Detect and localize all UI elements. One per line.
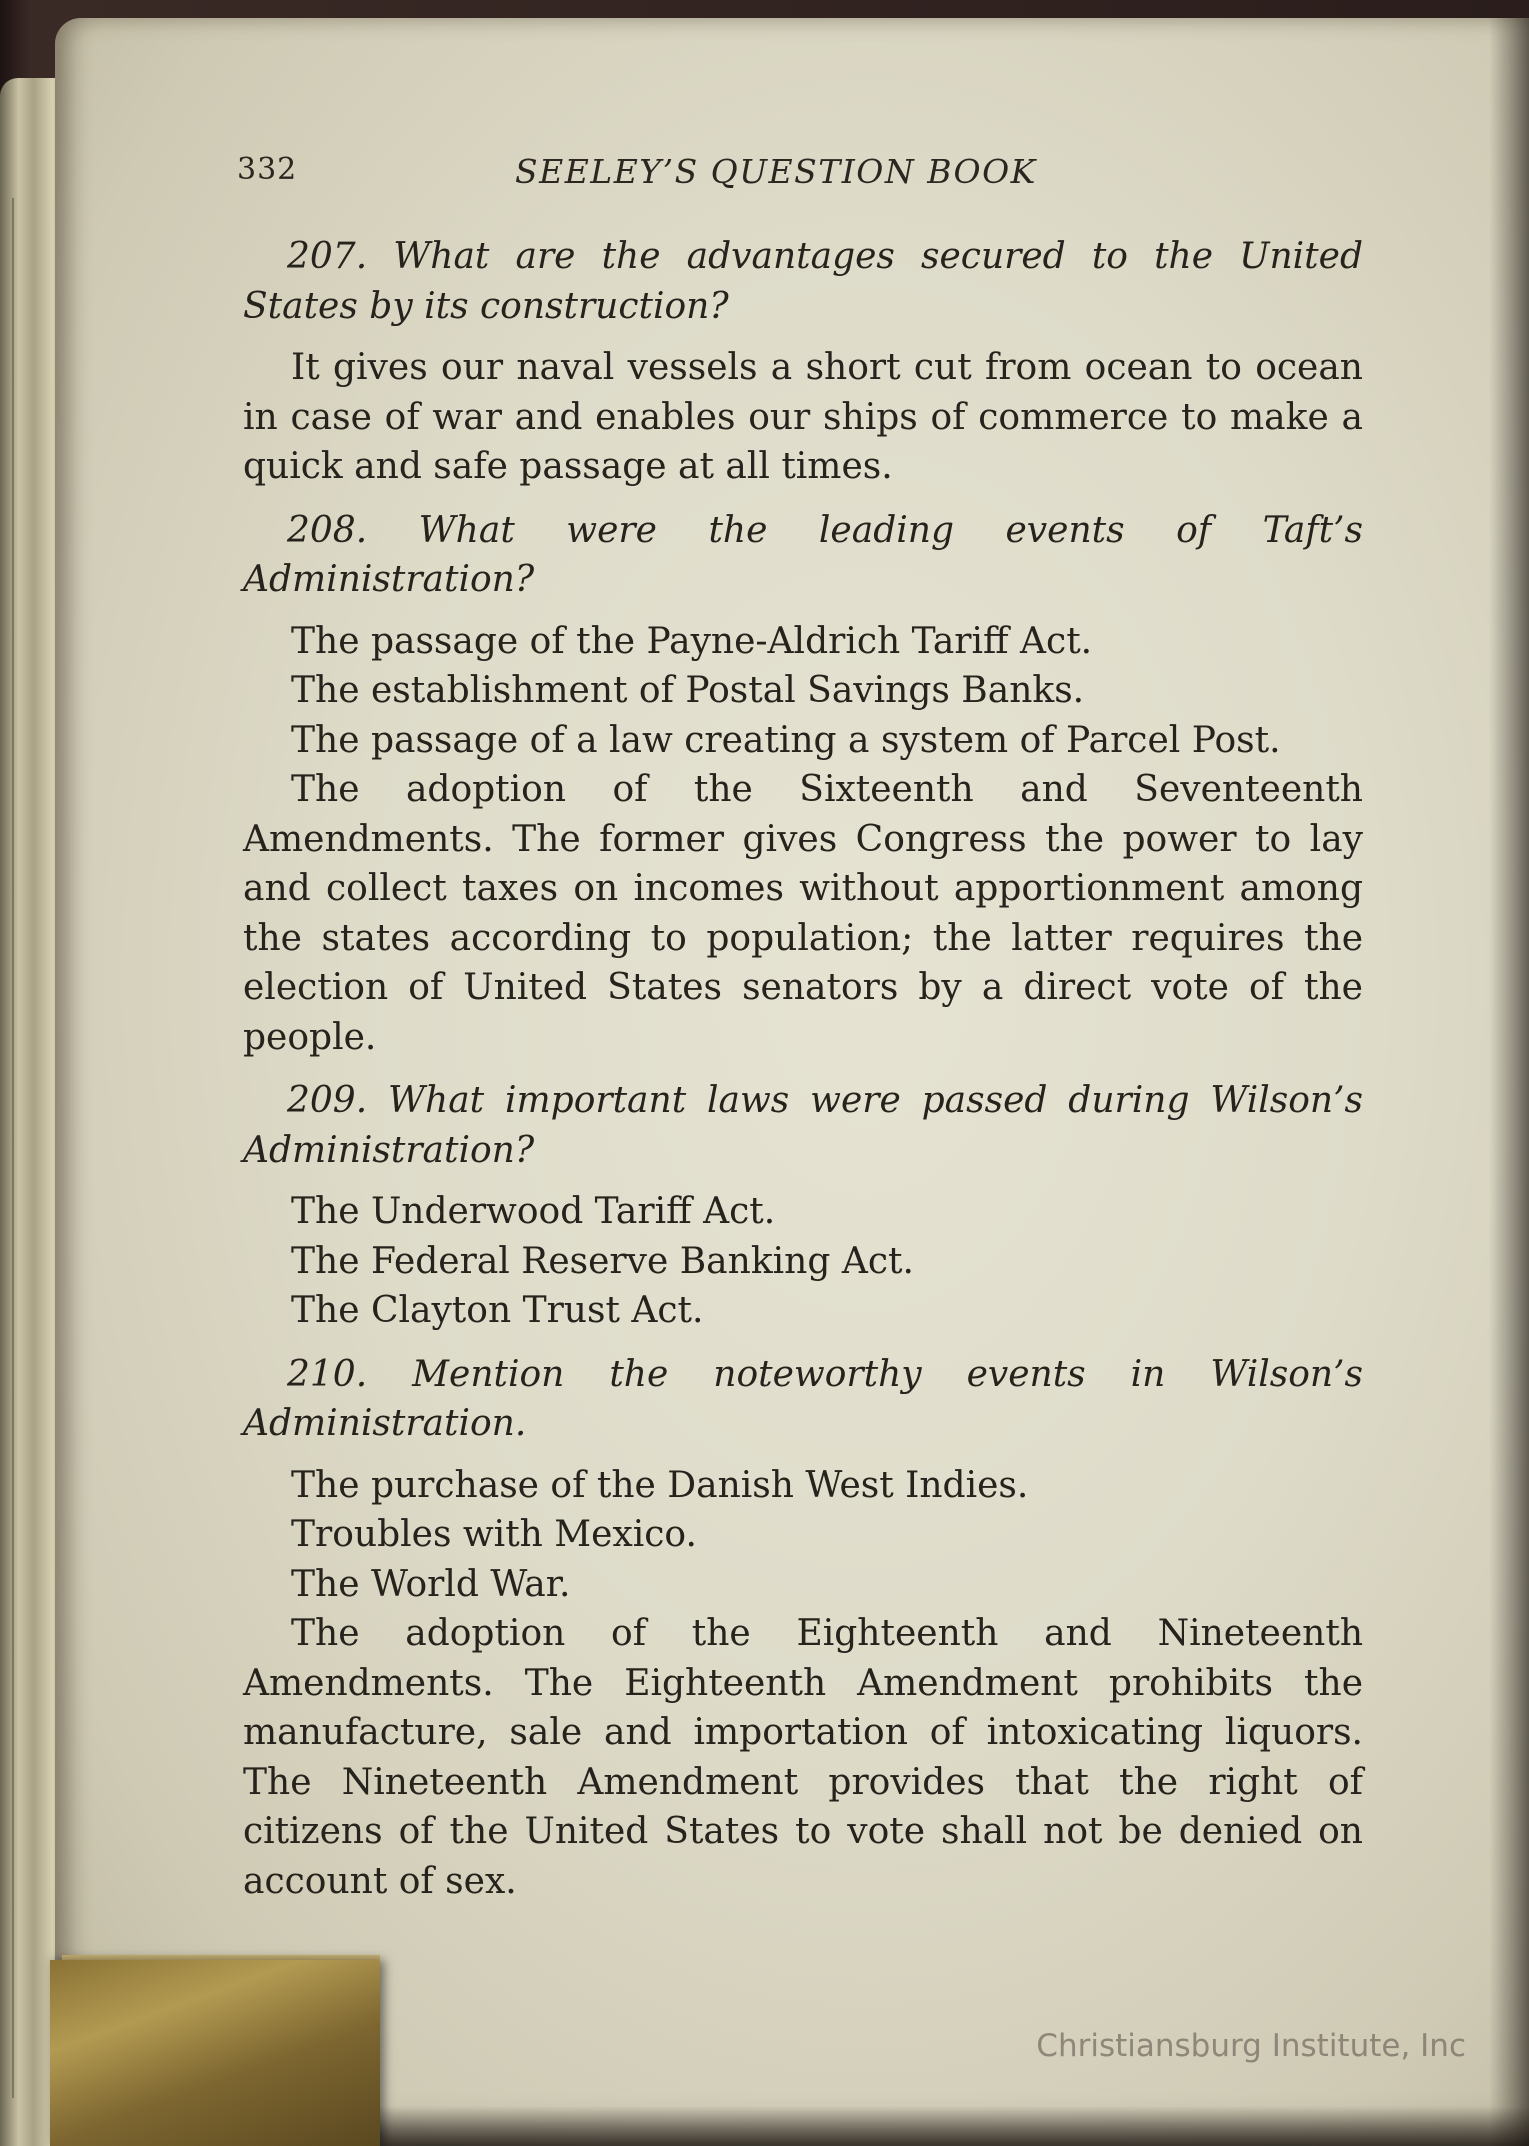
question-210: [243, 1350, 1363, 1907]
answer-item: The adoption of the Eighteenth and Nineteenth Amendments. The Eighteenth Amendment prohibits the manufacture, sale and importation of intoxicating liquors. The Nineteenth Amendment provides that the right of citizens of the United States to vote shall not be denied on account of sex.: [243, 1613, 1363, 1902]
answer-item: The passage of the Payne-Aldrich Tariff Act.: [291, 620, 1093, 662]
question-text: 208. What were the leading events of Taft’s Administration?: [243, 509, 1363, 600]
page-content: [243, 232, 1363, 1920]
answer-item: The establishment of Postal Savings Banks.: [291, 670, 1085, 711]
page-edge-line: [12, 198, 14, 2098]
book-title: SEELEY’S QUESTION BOOK: [515, 152, 1037, 191]
answer-item: The adoption of the Sixteenth and Seventeenth Amendments. The former gives Congress the power to lay and collect taxes on incomes without apportionment among the states according to population; the latter requires the election of United States senators by a direct vote of the people.: [243, 769, 1363, 1058]
question-208: [243, 506, 1363, 1063]
answer-block: [243, 617, 1363, 1063]
answer-item: The Underwood Tariff Act.: [291, 1191, 776, 1232]
page-right-shadow: [1489, 18, 1529, 2146]
question-text: 209. What important laws were passed during Wilson’s Administration?: [243, 1080, 1363, 1171]
watermark-text: Christiansburg Institute, Inc: [1036, 2028, 1466, 2064]
question-text: 207. What are the advantages secured to the United States by its construction?: [243, 236, 1363, 327]
answer-item: The passage of a law creating a system of Parcel Post.: [291, 719, 1281, 761]
page-number: 332: [237, 152, 298, 187]
answer-item: The Federal Reserve Banking Act.: [291, 1240, 914, 1282]
question-209: [243, 1076, 1363, 1336]
answer-block: [243, 343, 1363, 492]
gold-bookmark: [50, 1960, 380, 2146]
answer-block: [243, 1187, 1363, 1336]
answer-text: It gives our naval vessels a short cut from ocean to ocean in case of war and enables our ships of commerce to make a quick and safe passage at all times.: [243, 347, 1363, 487]
running-head: [237, 152, 1077, 192]
answer-item: The World War.: [291, 1563, 571, 1605]
question-text: 210. Mention the noteworthy events in Wilson’s Administration.: [243, 1353, 1363, 1444]
answer-item: Troubles with Mexico.: [291, 1514, 697, 1555]
question-207: [243, 232, 1363, 492]
answer-item: The purchase of the Danish West Indies.: [291, 1464, 1029, 1506]
answer-block: [243, 1461, 1363, 1907]
answer-item: The Clayton Trust Act.: [291, 1290, 704, 1331]
